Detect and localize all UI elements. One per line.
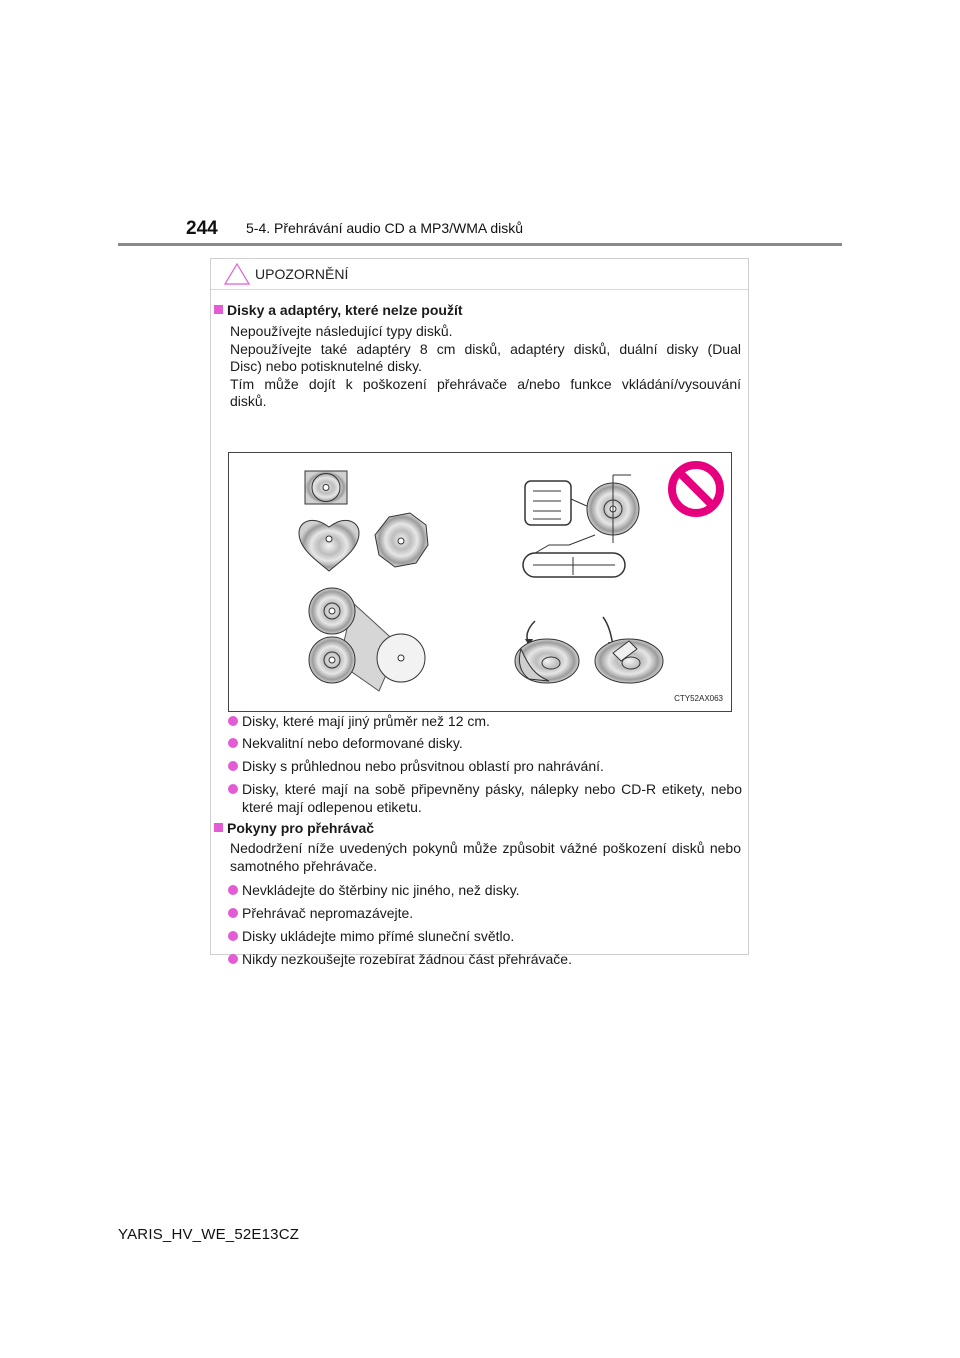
list-item-text: Disky, které mají jiný průměr než 12 cm. bbox=[242, 713, 490, 729]
list-item-text: Disky, které mají na sobě připevněny pásky, nálepky nebo CD-R etikety, nebo které mají odlepenou etiketu. bbox=[242, 781, 742, 815]
section-paragraph: Nedodržení níže uvedených pokynů může způsobit vážné poškození disků nebo samotného přehrávače. bbox=[230, 840, 741, 874]
list-item-text: Přehrávač nepromazávejte. bbox=[242, 905, 414, 921]
disc-adapter bbox=[309, 588, 425, 691]
taped-disc bbox=[595, 617, 663, 683]
section-heading bbox=[214, 302, 463, 320]
bullet-icon bbox=[228, 931, 238, 941]
caution-title: UPOZORNĚNÍ bbox=[255, 266, 349, 282]
bullet-icon bbox=[228, 738, 238, 748]
discs-illustration-svg bbox=[229, 453, 731, 711]
figure-code: CTY52AX063 bbox=[674, 693, 723, 703]
paragraph-line: Disc) nebo potisknutelné disky. bbox=[230, 358, 422, 374]
list-item-text: Nikdy nezkoušejte rozebírat žádnou část přehrávače. bbox=[242, 951, 572, 967]
bullet-icon bbox=[228, 885, 238, 895]
prohibited-icon bbox=[672, 465, 720, 513]
caution-box bbox=[210, 258, 749, 967]
heart-shaped-disc bbox=[299, 520, 359, 571]
bullet-icon bbox=[228, 761, 238, 771]
square-disc bbox=[305, 471, 347, 504]
list-item-text: Disky s průhlednou nebo průsvitnou oblastí pro nahrávání. bbox=[242, 758, 604, 774]
list-item-text: Disky ukládejte mimo přímé sluneční světlo. bbox=[242, 928, 515, 944]
paragraph-line: Nepoužívejte také adaptéry 8 cm disků, adaptéry disků, duální disky (Dual bbox=[230, 340, 741, 357]
header-divider bbox=[118, 243, 842, 246]
section-heading bbox=[214, 820, 374, 838]
paragraph-line: disků. bbox=[230, 393, 267, 409]
square-bullet-icon bbox=[214, 305, 223, 314]
bullet-icon bbox=[228, 716, 238, 726]
caution-header bbox=[211, 259, 748, 290]
bullet-icon bbox=[228, 954, 238, 964]
page-number: 244 bbox=[186, 218, 218, 239]
list-item-text: Nekvalitní nebo deformované disky. bbox=[242, 735, 463, 751]
section-title: 5-4. Přehrávání audio CD a MP3/WMA disků bbox=[246, 220, 524, 236]
polygon-disc bbox=[375, 513, 428, 567]
square-bullet-icon bbox=[214, 823, 223, 832]
section-paragraph bbox=[230, 323, 741, 411]
unusable-discs-illustration bbox=[228, 452, 732, 712]
section-heading-text: Disky a adaptéry, které nelze použít bbox=[227, 302, 463, 318]
bullet-icon bbox=[228, 908, 238, 918]
list-item-text: Nevkládejte do štěrbiny nic jiného, než disky. bbox=[242, 882, 520, 898]
document-code: YARIS_HV_WE_52E13CZ bbox=[118, 1226, 300, 1243]
bullet-icon bbox=[228, 784, 238, 794]
paragraph-line: Nepoužívejte následující typy disků. bbox=[230, 323, 453, 339]
translucent-disc-detail bbox=[523, 475, 639, 577]
section-heading-text: Pokyny pro přehrávač bbox=[227, 820, 375, 836]
peeled-label-disc bbox=[515, 621, 579, 683]
paragraph-line: Tím může dojít k poškození přehrávače a/nebo funkce vkládání/vysouvání bbox=[230, 375, 741, 392]
warning-triangle-icon bbox=[224, 263, 250, 285]
